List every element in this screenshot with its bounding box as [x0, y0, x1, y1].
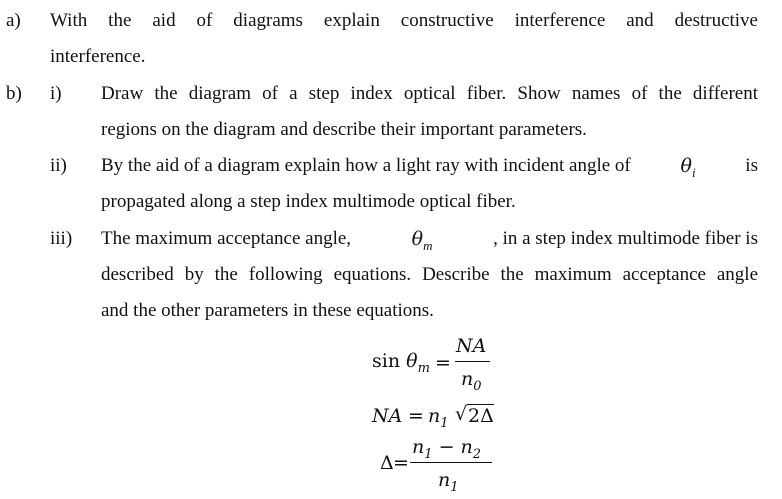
question-a-text-line2: interference. — [50, 46, 146, 67]
question-b-ii-label: ii) — [50, 155, 67, 176]
question-b-i-text-line1: Draw the diagram of a step index optical fiber. Show names of the different — [101, 83, 758, 104]
eq1-denominator: $n_0$ — [461, 368, 482, 394]
question-b-ii-text-line2: propagated along a step index multimode optical fiber. — [101, 191, 516, 212]
question-b-ii-text-post: is — [745, 155, 758, 176]
question-b-iii-text-pre: The maximum acceptance angle, — [101, 228, 352, 249]
eq3-denominator: $n_1$ — [438, 469, 459, 495]
question-b-iii-text-post: , in a step index multimode fiber is — [493, 228, 758, 249]
question-b-label: b) — [6, 83, 22, 104]
eq3-equals: = — [393, 452, 409, 474]
question-b-iii-text-line3: and the other parameters in these equations. — [101, 300, 434, 321]
eq2-radical-sign: √ — [455, 403, 468, 425]
question-b-ii-text-pre: By the aid of a diagram explain how a light ray with incident angle of — [101, 155, 631, 176]
eq1-equals: = — [435, 352, 451, 374]
question-a-text-line1: With the aid of diagrams explain constructive interference and destructive — [50, 10, 758, 31]
eq1-lhs: $\sin \theta_m$ — [372, 350, 430, 376]
eq3-lhs: Δ — [380, 452, 394, 474]
eq2-radicand: 2Δ — [468, 405, 494, 427]
question-b-iii-label: iii) — [50, 228, 73, 249]
eq1-fraction-bar — [455, 361, 490, 362]
eq2-coefficient: $n_1$ — [428, 405, 449, 431]
eq3-numerator: $n_1 - n_2$ — [412, 436, 482, 462]
question-b-i-text-line2: regions on the diagram and describe their important parameters. — [101, 119, 587, 140]
question-a-label: a) — [6, 10, 21, 31]
eq2-lhs: NA — [372, 405, 403, 427]
question-b-iii-text-line2: described by the following equations. Describe the maximum acceptance angle — [101, 264, 758, 285]
eq2-equals: = — [408, 405, 424, 427]
question-b-i-label: i) — [50, 83, 62, 104]
eq3-fraction-bar — [410, 462, 492, 463]
question-b-iii-text-line1 — [101, 228, 758, 257]
question-b-iii-theta: $\theta_m$ — [411, 228, 433, 253]
question-b-ii-text-line1 — [101, 155, 758, 184]
question-b-ii-theta: $\theta_i$ — [680, 155, 696, 180]
eq1-numerator: NA — [456, 335, 487, 357]
